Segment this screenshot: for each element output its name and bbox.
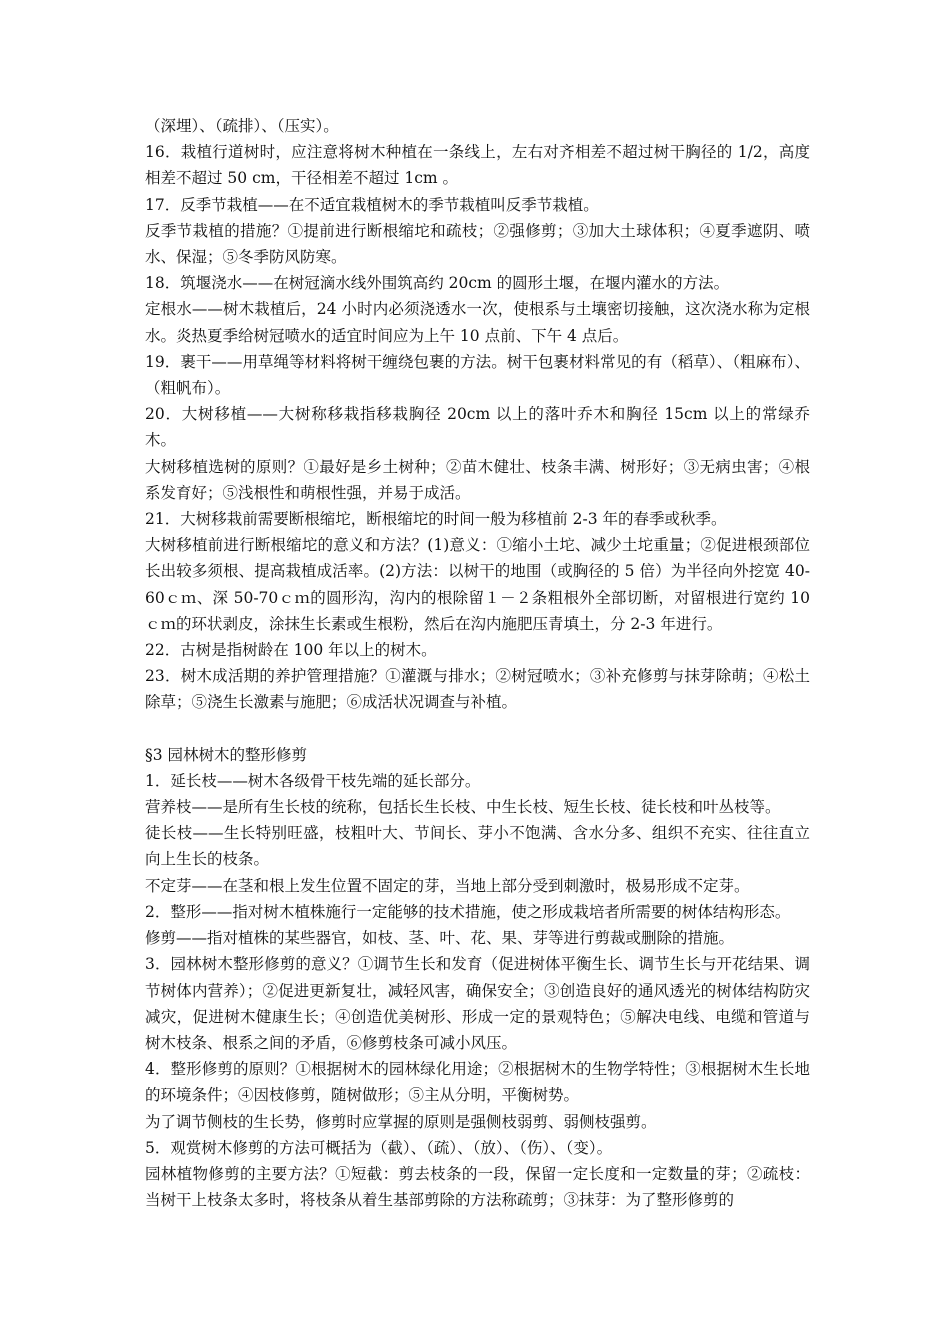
paragraph: 16．栽植行道树时，应注意将树木种植在一条线上，左右对齐相差不超过树干胸径的 1/2，高度相差不超过 50 cm，干径相差不超过 1cm 。 [145,143,810,188]
paragraph: 18．筑堰浇水——在树冠滴水线外围筑高约 20cm 的圆形土堰，在堰内灌水的方法。 [145,274,730,293]
text-block-after [145,768,810,1213]
paragraph: 4．整形修剪的原则？①根据树木的园林绿化用途；②根据树木的生物学特性；③根据树木生长地的环境条件；④因枝修剪，随树做形；⑤主从分明，平衡树势。 [145,1060,810,1105]
paragraph: 20．大树移植——大树称移栽指移栽胸径 20cm 以上的落叶乔木和胸径 15cm 以上的常绿乔木。 [145,405,810,450]
paragraph: 19．裹干——用草绳等材料将树干缠绕包裹的方法。树干包裹材料常见的有（稻草）、（粗麻布）、（粗帆布）。 [145,352,810,398]
paragraph: 为了调节侧枝的生长势，修剪时应掌握的原则是强侧枝弱剪、弱侧枝强剪。 [145,1112,657,1131]
paragraph: 营养枝——是所有生长枝的统称，包括长生长枝、中生长枝、短生长枝、徒长枝和叶丛枝等。 [145,798,781,817]
paragraph: 22．古树是指树龄在 100 年以上的树木。 [145,641,437,660]
paragraph: 23．树木成活期的养护管理措施？①灌溉与排水；②树冠喷水；③补充修剪与抹芽除萌；④松土除草；⑤浇生长激素与施肥；⑥成活状况调查与补植。 [145,667,810,712]
paragraph: 徒长枝——生长特别旺盛，枝粗叶大、节间长、芽小不饱满、含水分多、组织不充实、往往直立向上生长的枝条。 [145,824,810,869]
paragraph: 1．延长枝——树木各级骨干枝先端的延长部分。 [145,771,481,790]
paragraph: （深埋）、（疏排）、（压实）。 [145,117,339,135]
section-gap [145,716,810,742]
section-heading: §3 园林树木的整形修剪 [145,745,308,764]
paragraph: 定根水——树木栽植后，24 小时内必须浇透水一次，使根系与土壤密切接触，这次浇水称为定根水。炎热夏季给树冠喷水的适宜时间应为上午 10 点前、下午 4 点后。 [145,300,810,345]
paragraph: 3．园林树木整形修剪的意义？①调节生长和发育（促进树体平衡生长、调节生长与开花结果、调节树体内营养）；②促进更新复壮，减轻风害，确保安全；③创造良好的通风透光的树体结构防灾减灾，促进树木健康生长；④创造优美树形、形成一定的景观特色；⑤解决电线、电缆和管道与树木枝条、根系之间的矛盾，⑥修剪枝条可减小风压。 [145,955,810,1052]
paragraph: 园林植物修剪的主要方法？①短截：剪去枝条的一段，保留一定长度和一定数量的芽；②疏枝：当树干上枝条太多时，将枝条从着生基部剪除的方法称疏剪；③抹芽：为了整形修剪的 [145,1164,810,1210]
paragraph: 21．大树移栽前需要断根缩坨，断根缩坨的时间一般为移植前 2-3 年的春季或秋季。 [145,510,727,529]
paragraph: 大树移植前进行断根缩坨的意义和方法？(1)意义：①缩小土坨、减少土坨重量；②促进根颈部位长出较多须根、提高栽植成活率。(2)方法：以树干的地围（或胸径的 5 倍）为半径向外挖宽 40-60ｃｍ、深 50-70ｃｍ的圆形沟，沟内的根除留１－２条粗根外全部切断，对留根进行宽约 10ｃｍ的环状剥皮，涂抹生长素或生根粉，然后在沟内施肥压青填土，分 2-3 年进行。 [145,536,810,633]
paragraph: 修剪——指对植株的某些器官，如枝、茎、叶、花、果、芽等进行剪裁或删除的措施。 [145,929,735,948]
paragraph: 反季节栽植的措施？①提前进行断根缩坨和疏枝；②强修剪；③加大土球体积；④夏季遮阴、喷水、保湿；⑤冬季防风防寒。 [145,221,810,267]
text-block-before [145,113,810,716]
paragraph: 不定芽——在茎和根上发生位置不固定的芽，当地上部分受到刺激时，极易形成不定芽。 [145,876,750,895]
paragraph: 17．反季节栽植——在不适宜栽植树木的季节栽植叫反季节栽植。 [145,195,599,214]
paragraph: 2．整形——指对树木植株施行一定能够的技术措施，使之形成栽培者所需要的树体结构形态。 [145,902,791,921]
paragraph: 5．观赏树木修剪的方法可概括为（截）、（疏）、（放）、（伤）、（变）。 [145,1138,613,1157]
paragraph: 大树移植选树的原则？①最好是乡土树种；②苗木健壮、枝条丰满、树形好；③无病虫害；④根系发育好；⑤浅根性和萌根性强，并易于成活。 [145,457,810,502]
